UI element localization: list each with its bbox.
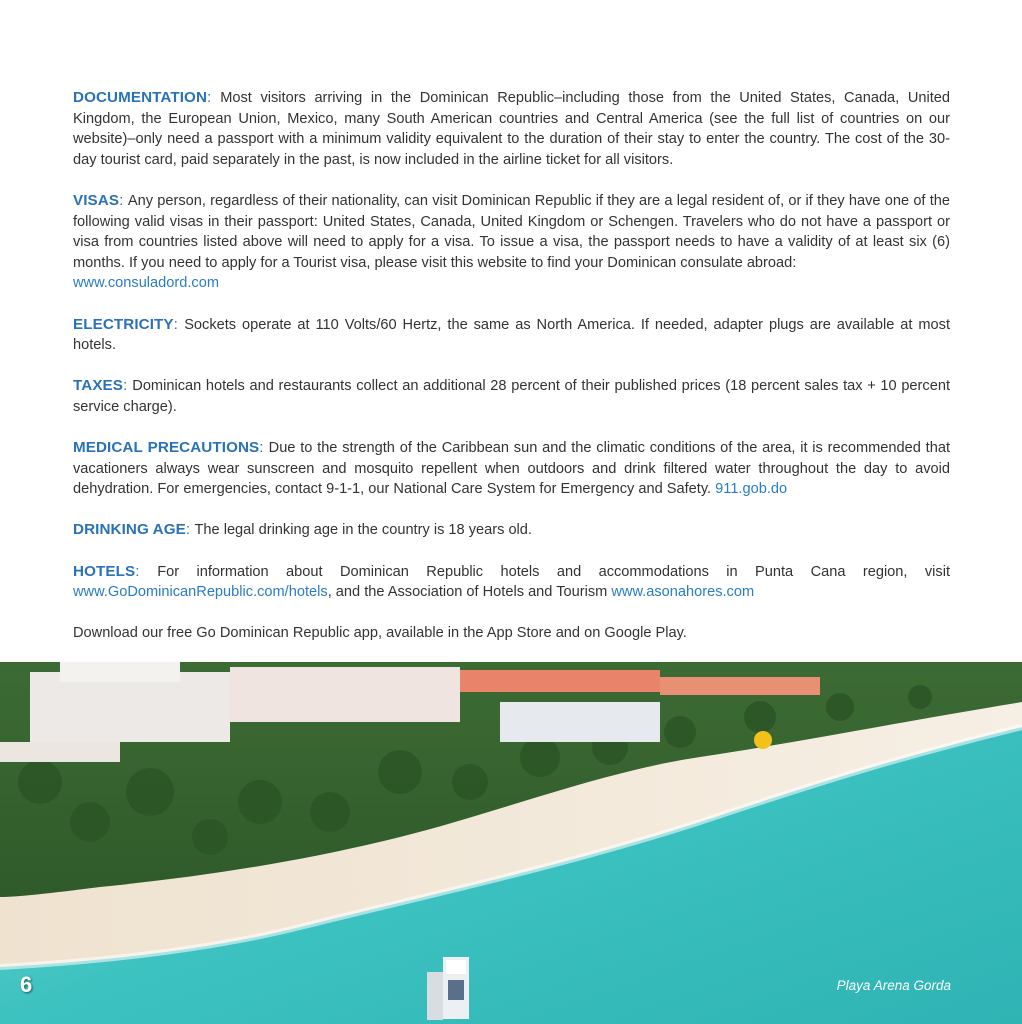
heading-separator: : (123, 377, 133, 395)
article-body (73, 88, 950, 665)
section-text: Most visitors arriving in the Dominican Republic–including those from the United States, Canada, United Kingdom, the European Union, Mexico, many South American countries and Central America (see the full list of countries on our website)–only need a passport with a minimum validity equivalent to the duration of their stay to enter the country. The cost of the 30-day tourist card, paid separately in the past, is now included in the airline ticket for all visitors. (73, 90, 951, 168)
section-text: Any person, regardless of their nationality, can visit Dominican Republic if they are a legal resident of, or if they have one of the following valid visas in their passport: United States, Canada, United Kingdom or Schengen. Travelers who do not have a passport or visa from countries listed above will need to apply for a visa. To issue a visa, the passport needs to have a validity of at least six (6) months. If you need to apply for a Tourist visa, please visit this website to find your Dominican consulate abroad: (73, 192, 951, 271)
section-heading: MEDICAL PRECAUTIONS (73, 439, 260, 457)
section-heading: HOTELS (73, 562, 136, 580)
section-heading: TAXES (73, 377, 124, 395)
section-text-2: , and the Association of Hotels and Tourism (327, 584, 612, 601)
section-heading: ELECTRICITY (73, 315, 174, 333)
section-text: Sockets operate at 110 Volts/60 Hertz, the same as North America. If needed, adapter plugs are available at most hotels. (73, 316, 951, 354)
section-electricity (73, 315, 950, 356)
section-taxes (73, 376, 950, 417)
section-text: For information about Dominican Republic hotels and accommodations in Punta Cana region, visit (157, 563, 951, 580)
section-text: Dominican hotels and restaurants collect an additional 28 percent of their published prices (18 percent sales tax + 10 percent service charge). (73, 378, 950, 415)
section-visas (73, 191, 950, 294)
beach-photo (0, 662, 1022, 1024)
section-drinking-age (73, 520, 950, 541)
heading-separator: : (173, 315, 185, 333)
section-heading: VISAS (73, 191, 120, 209)
section-medical (73, 438, 950, 500)
section-text: Due to the strength of the Caribbean sun and the climatic conditions of the area, it is recommended that vacationers always wear sunscreen and mosquito repellent when outdoors and drink filtered water throughout the day to avoid dehydration. For emergencies, contact 9-1-1, our National Care System for Emergency and Safety. (73, 440, 950, 498)
heading-separator: : (259, 439, 269, 457)
photo-caption: Playa Arena Gorda (836, 978, 951, 993)
app-download-note: Download our free Go Dominican Republic app, available in the App Store and on Google Play. (73, 625, 687, 642)
consulado-link[interactable]: www.consuladord.com (73, 275, 220, 292)
page-number: 6 (20, 972, 33, 997)
section-text: The legal drinking age in the country is 18 years old. (194, 522, 532, 539)
emergency-link[interactable]: 911.gob.do (715, 481, 788, 498)
heading-separator: : (135, 562, 158, 580)
hotels-link[interactable]: www.GoDominicanRepublic.com/hotels (73, 584, 328, 601)
section-documentation (73, 88, 950, 170)
section-hotels (73, 562, 950, 603)
section-heading: DRINKING AGE (73, 521, 186, 539)
heading-separator: : (119, 191, 128, 209)
asonahores-link[interactable]: www.asonahores.com (611, 584, 755, 601)
beach-photo-illustration (0, 662, 1022, 1024)
section-heading: DOCUMENTATION (73, 89, 208, 106)
parasail (754, 731, 772, 749)
heading-separator: : (207, 89, 221, 106)
heading-separator: : (185, 521, 195, 539)
